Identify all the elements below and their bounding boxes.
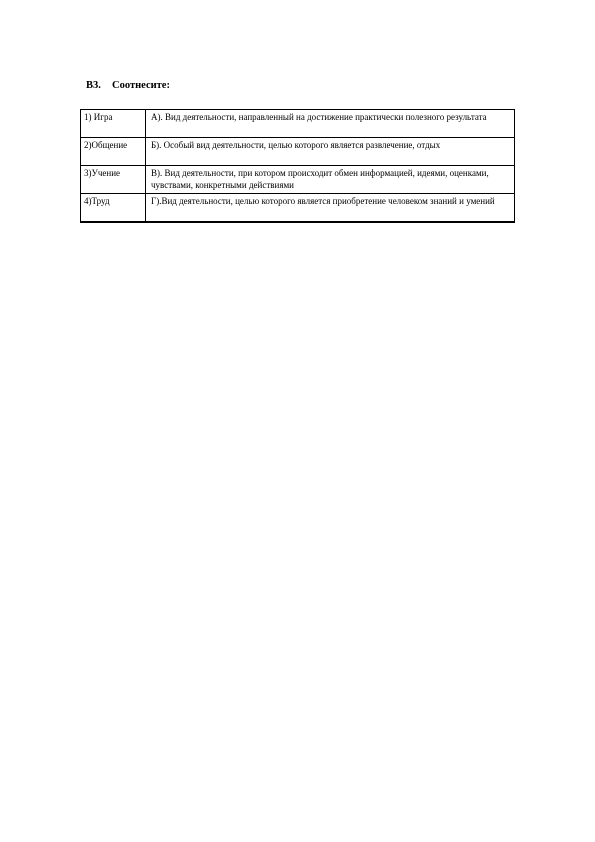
activity-cell: 1) Игра xyxy=(81,110,146,138)
definition-cell: Г).Вид деятельности, целью которого является приобретение человеком знаний и умений xyxy=(146,194,515,223)
table-row xyxy=(81,194,515,223)
activity-cell: 2)Общение xyxy=(81,138,146,166)
table-row xyxy=(81,110,515,138)
matching-table xyxy=(80,109,515,223)
definition-cell: В). Вид деятельности, при котором происходит обмен информацией, идеями, оценками, чувствами, конкретными действиями xyxy=(146,166,515,194)
task-title: Соотнесите: xyxy=(112,80,170,91)
activity-cell: 4)Труд xyxy=(81,194,146,223)
definition-cell: А). Вид деятельности, направленный на достижение практически полезного результата xyxy=(146,110,515,138)
task-heading xyxy=(86,80,170,91)
task-number: B3. xyxy=(86,80,101,91)
table-row xyxy=(81,166,515,194)
definition-cell: Б). Особый вид деятельности, целью которого является развлечение, отдых xyxy=(146,138,515,166)
activity-cell: 3)Учение xyxy=(81,166,146,194)
table-row xyxy=(81,138,515,166)
